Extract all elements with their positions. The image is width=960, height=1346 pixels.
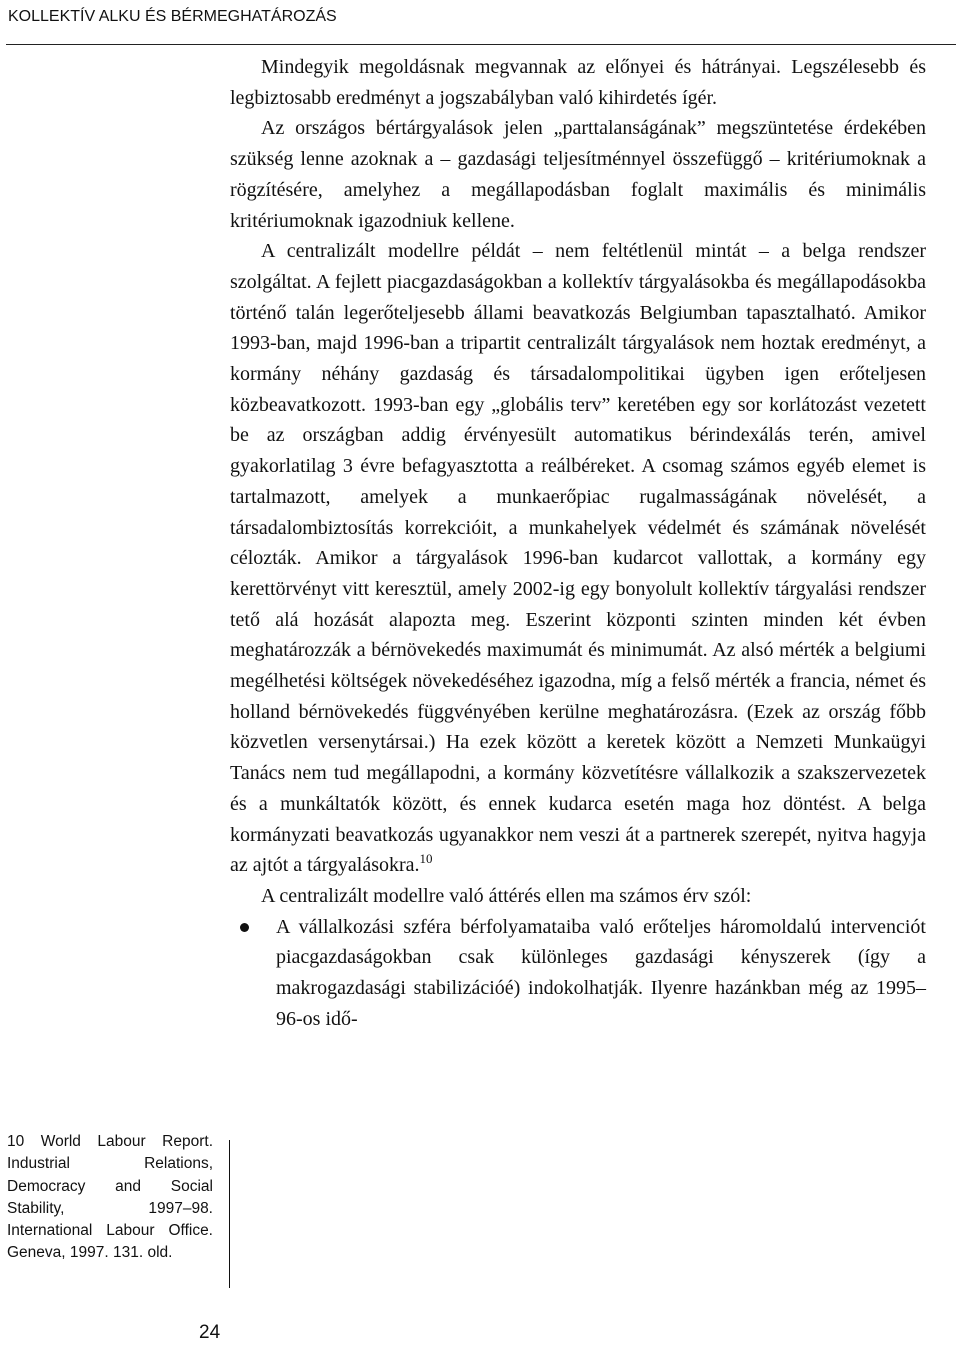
paragraph-1: Mindegyik megoldásnak megvannak az előnyei és hátrányai. Legszélesebb és legbiztosabb eredményt a jogszabályban való kihirdetés ígér. [230, 56, 926, 109]
list-item-text: A vállalkozási szféra bérfolyamataiba való erőteljes háromoldalú intervenciót piacgazdaságokban csak különleges gazdasági kényszerek (így a makrogazdasági stabilizációé) indokolhatják. Ilyenre hazánkban még az 1995–96-os idő- [276, 915, 926, 1030]
footnote-reference[interactable]: 10 [419, 851, 433, 867]
bullet-icon [240, 923, 249, 932]
bullet-list [230, 912, 926, 1035]
running-header [6, 0, 956, 45]
header-title: KOLLEKTÍV ALKU ÉS BÉRMEGHATÁROZÁS [8, 8, 337, 25]
paragraph-4: A centralizált modellre való áttérés ellen ma számos érv szól: [261, 884, 752, 907]
paragraph-3-text: A centralizált modellre példát – nem feltétlenül mintát – a belga rendszer szolgáltat. A fejlett piacgazdaságokban a kollektív tárgyalásokba és megállapodásokba történő talán legerőteljesebb állami beavatkozás Belgiumban tapasztalható. Amikor 1993-ban, majd 1996-ban a tripartit centralizált tárgyalások nem hoztak eredményt, a kormány néhány gazdaság és társadalompolitikai ügyben igen erőteljesen közbeavatkozott. 1993-ban egy „globális terv” keretében egy sor korlátozást vezetett be az országban addig érvényesült automatikus bérindexálás terén, amivel gyakorlatilag 3 évre befagyasztotta a reálbéreket. A csomag számos egyéb elemet is tartalmazott, amelyek a munkaerőpiac rugalmasságának növelését, a társadalombiztosítás korrekcióit, a munkahelyek védelmét és számának növelését célozták. Amikor a tárgyalások 1996-ban kudarcot vallottak, a kormány egy kerettörvényt vitt keresztül, amely 2002-ig egy bonyolult kollektív tárgyalási rendszer tető alá hozását alapozta meg. Eszerint központi szinten minden két évben meghatározzák a bérnövekedés maximumát és minimumát. Az alsó mérték a belgiumi megélhetési költségek növekedéséhez igazodna, míg a felső mérték a francia, német és holland bérnövekedés függvényében kerülne meghatározásra. (Ezek az ország főbb közvetlen versenytársai.) Ha ezek között a keretek között a Nemzeti Munkaügyi Tanács nem tud megállapodni, a kormány közvetítésre vállalkozik a szakszervezetek és a munkáltatók között, és ennek kudarca esetén maga hoz döntést. A belga kormányzati beavatkozás ugyanakkor nem veszi át a partnerek szerepét, nyitva hagyja az ajtót a tárgyalásokra. [230, 240, 926, 877]
main-text-column [230, 52, 926, 1035]
footnote-divider [229, 1140, 230, 1288]
page-number: 24 [199, 1322, 221, 1343]
list-item [230, 912, 926, 1035]
paragraph-2: Az országos bértárgyalások jelen „parttalanságának” megszüntetése érdekében szükség lenne azoknak a – gazdasági teljesítménnyel összefüggő – kritériumoknak a rögzítésére, amelyhez a megállapodásban foglalt maximális és minimális kritériumoknak igazodniuk kellene. [230, 117, 926, 232]
paragraph-3 [230, 236, 926, 881]
sidenote-footnote: 10 World Labour Report. Industrial Relations, Democracy and Social Stability, 1997–98. International Labour Office. Geneva, 1997. 131. old. [7, 1133, 213, 1262]
